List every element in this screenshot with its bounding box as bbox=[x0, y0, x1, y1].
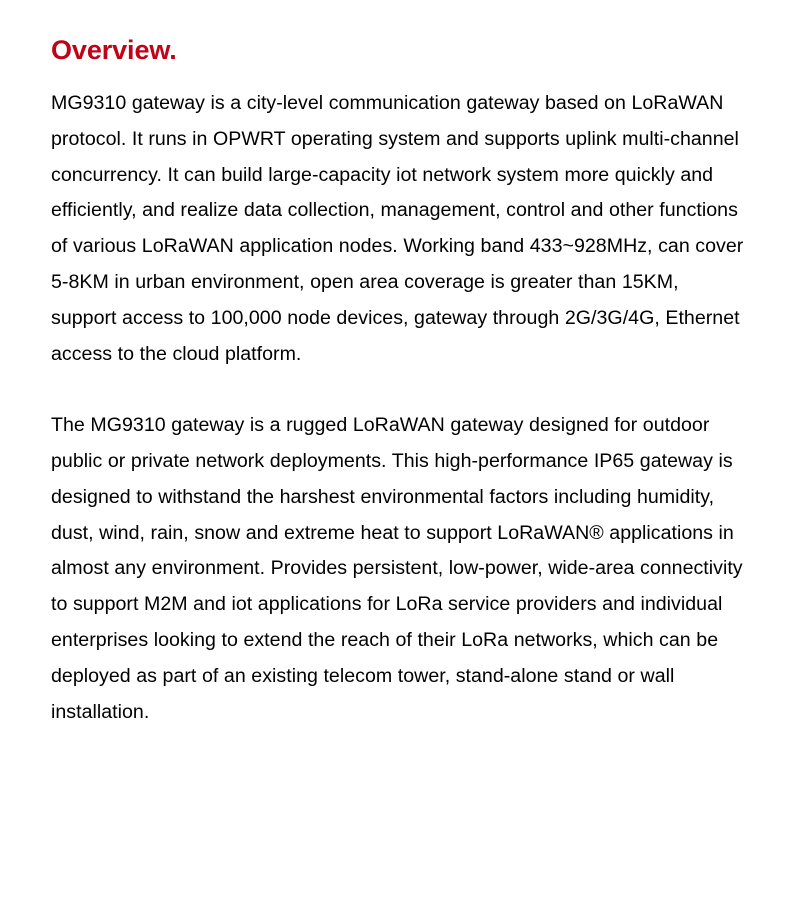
overview-paragraph-1: MG9310 gateway is a city-level communication gateway based on LoRaWAN protocol. It runs in OPWRT operating system and supports uplink multi-channel concurrency. It can build large-capacity iot network system more quickly and efficiently, and realize data collection, management, control and other functions of various LoRaWAN application nodes. Working band 433~928MHz, can cover 5-8KM in urban environment, open area coverage is greater than 15KM, support access to 100,000 node devices, gateway through 2G/3G/4G, Ethernet access to the cloud platform. bbox=[51, 92, 744, 365]
paragraph-spacer bbox=[51, 372, 748, 408]
page-title: Overview. bbox=[51, 35, 177, 65]
overview-paragraph-2: The MG9310 gateway is a rugged LoRaWAN gateway designed for outdoor public or private network deployments. This high-performance IP65 gateway is designed to withstand the harshest environmental factors including humidity, dust, wind, rain, snow and extreme heat to support LoRaWAN® applications in almost any environment. Provides persistent, low-power, wide-area connectivity to support M2M and iot applications for LoRa service providers and individual enterprises looking to extend the reach of their LoRa networks, which can be deployed as part of an existing telecom tower, stand-alone stand or wall installation. bbox=[51, 414, 743, 723]
